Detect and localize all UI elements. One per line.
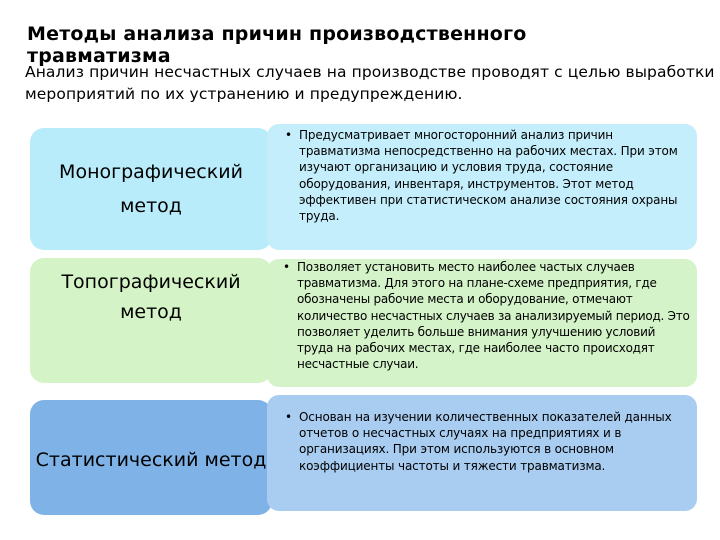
method-name: Статистический метод — [35, 448, 267, 471]
method-label-topographic — [30, 258, 272, 383]
description-text: Предусматривает многосторонний анализ причин травматизма непосредственно на рабочих местах. При этом изучают организацию и условия труда, состояние оборудования, инвентаря, инструментов. Этот метод эффективен при статистическом анализе состояния охраны труда. — [299, 128, 678, 224]
bullet-icon: • — [285, 410, 292, 424]
bullet-icon: • — [285, 128, 292, 142]
bullet-icon: • — [283, 260, 290, 274]
description-text: Основан на изучении количественных показателей данных отчетов о несчастных случаях на предприятиях и в организациях. При этом используются в основном коэффициенты частоты и тяжести травматизма. — [299, 410, 672, 473]
method-name: Монографический метод — [59, 161, 243, 217]
method-description-topographic — [267, 259, 697, 387]
slide-title: Методы анализа причин производственного травматизма — [27, 23, 527, 67]
slide-subtitle: Анализ причин несчастных случаев на производстве проводят с целью выработки мероприятий по их устранению и предупреждению. — [25, 63, 715, 103]
method-description-monographic — [267, 124, 697, 250]
method-name: Топографический метод — [61, 270, 241, 323]
method-label-statistical — [30, 400, 272, 515]
description-text: Позволяет установить место наиболее частых случаев травматизма. Для этого на плане-схеме предприятия, где обозначены рабочие места и оборудование, отмечают количество несчастных случаев за анализируемый период. Это позволяет уделить больше внимания улучшению условий труда на рабочих местах, где наиболее часто происходят несчастные случаи. — [297, 260, 690, 372]
method-description-statistical — [267, 395, 697, 511]
method-label-monographic — [30, 128, 272, 250]
